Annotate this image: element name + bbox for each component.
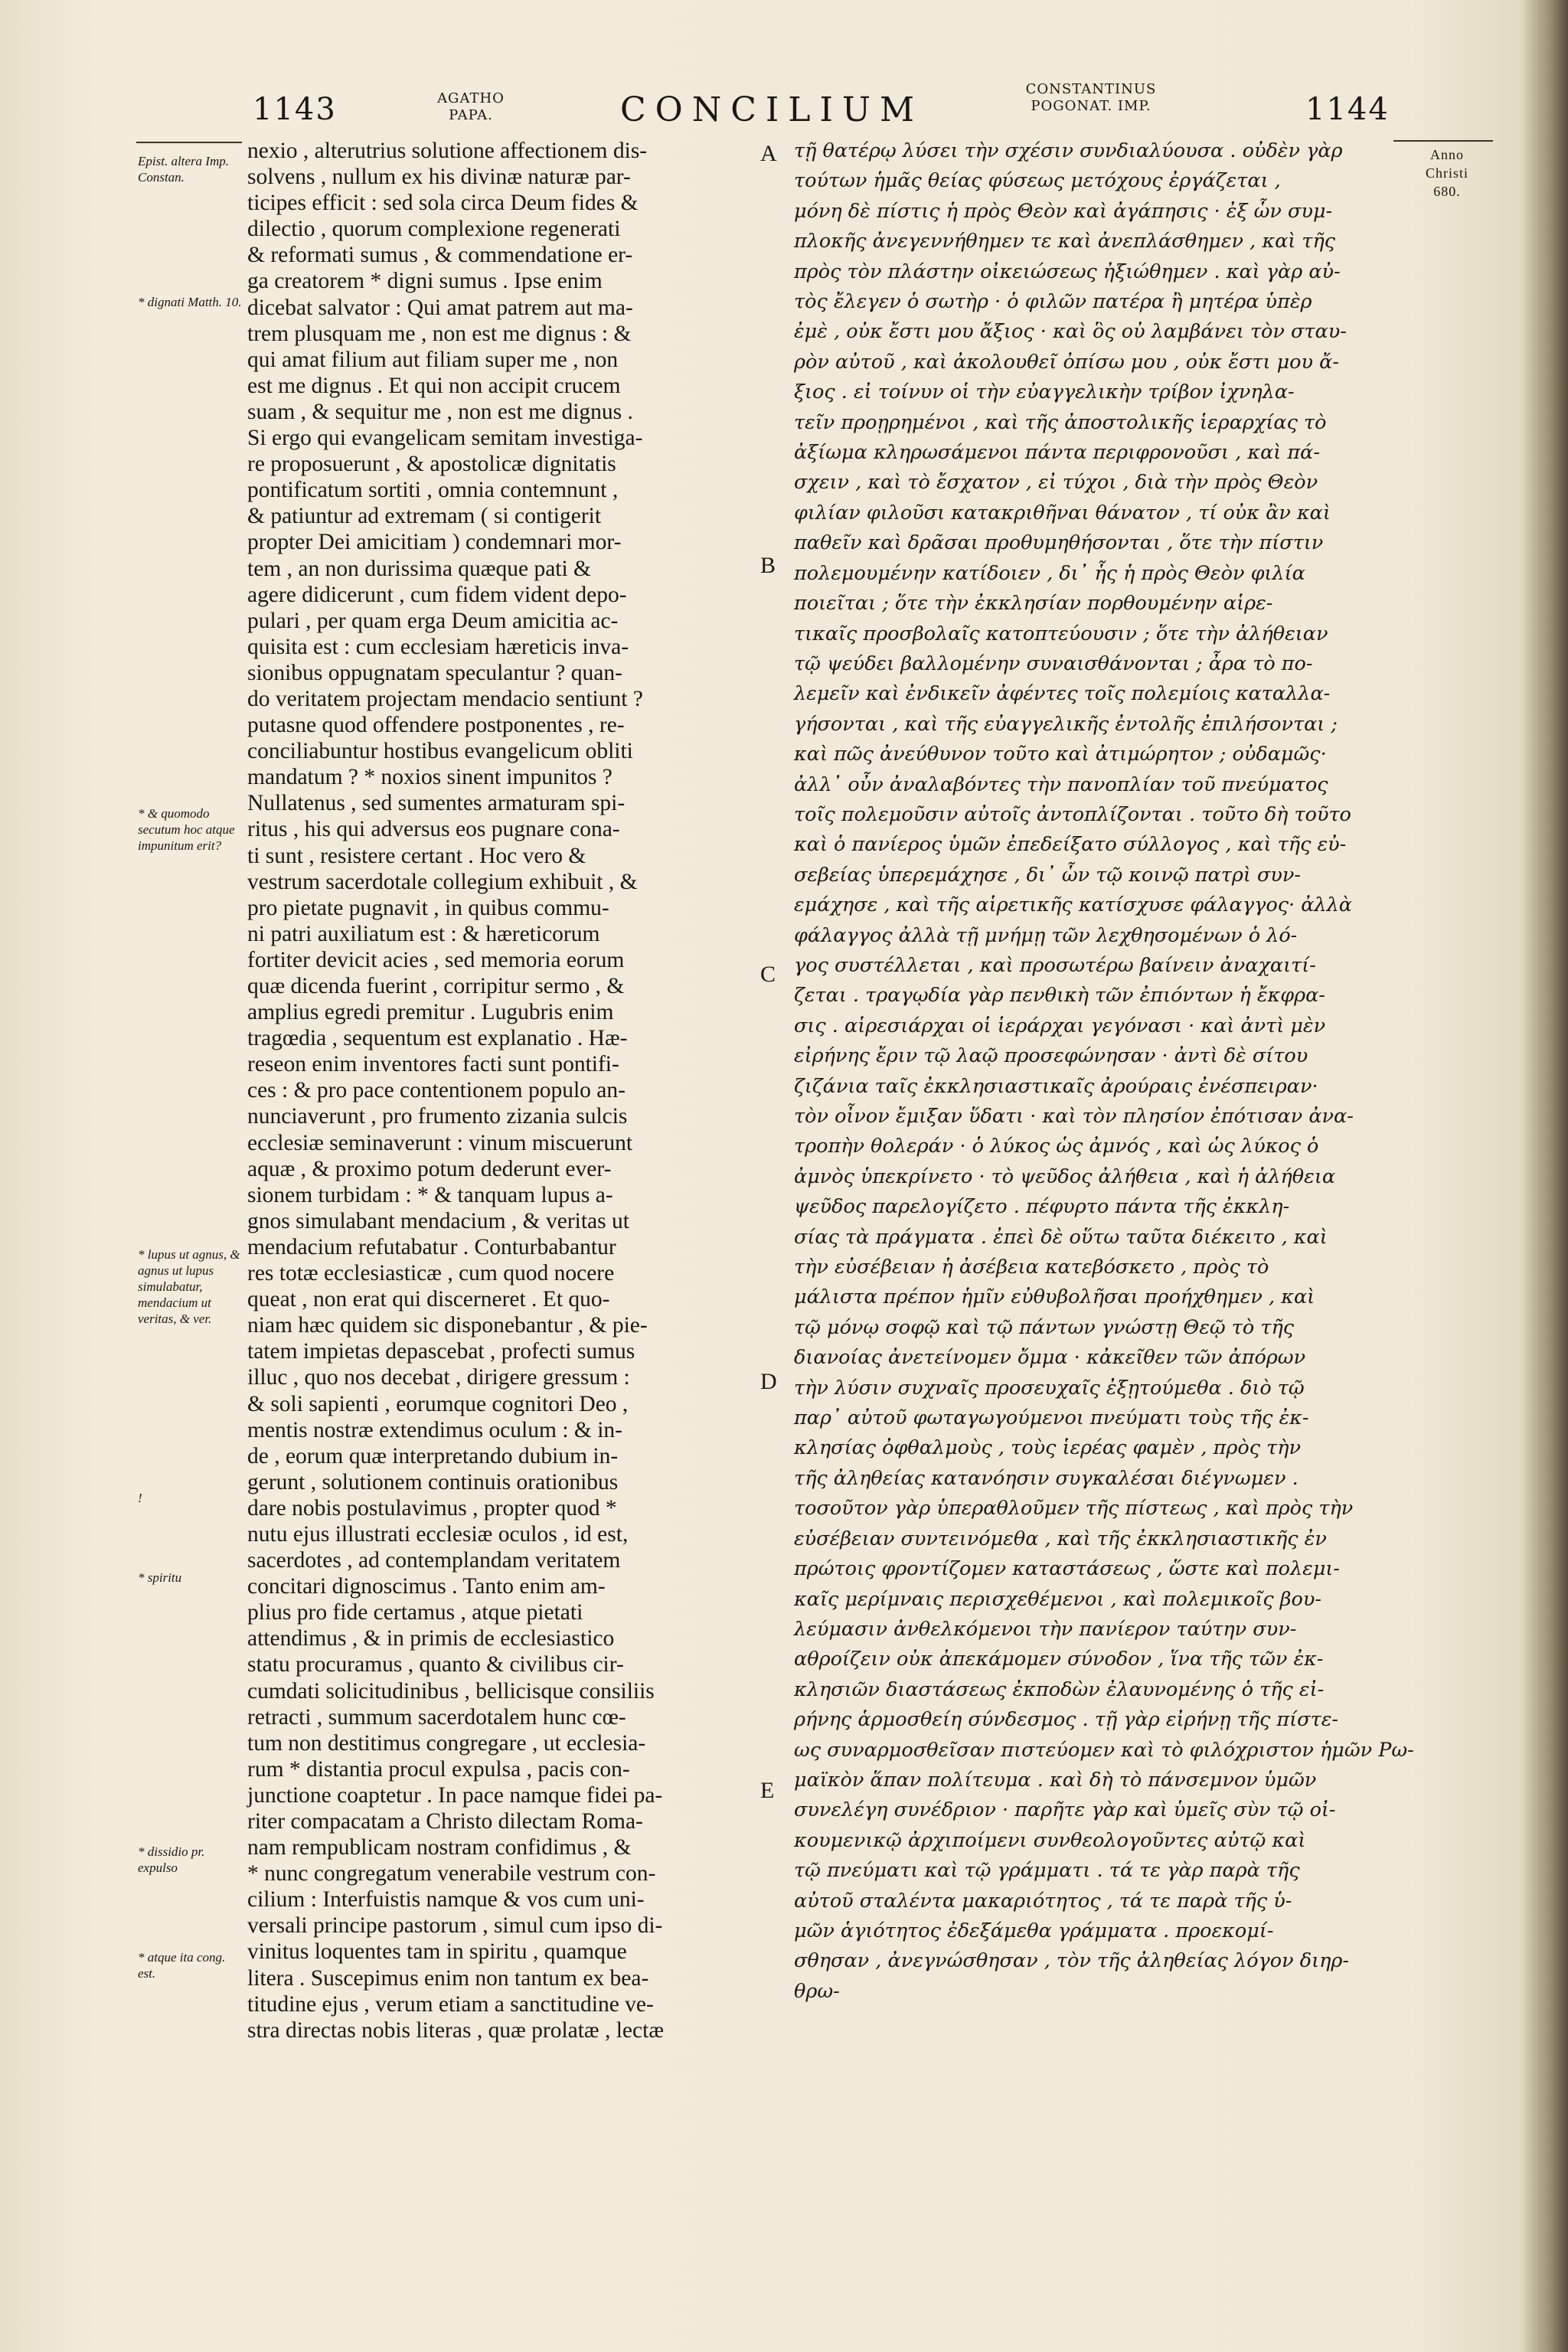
latin-text-line: pulari , per quam erga Deum amicitia ac-: [247, 608, 619, 633]
greek-text-line: τῆς ἀληθείας κατανόησιν συγκαλέσαι διέγνωμεν .: [794, 1466, 1298, 1490]
latin-text-line: putasne quod offendere postponentes , re-: [247, 713, 625, 738]
greek-text-line: τοσοῦτον γὰρ ὑπεραθλοῦμεν τῆς πίστεως , καὶ πρὸς τὴν: [794, 1497, 1354, 1521]
greek-text-line: τῷ πνεύματι καὶ τῷ γράμματι . τά τε γὰρ παρὰ τῆς: [794, 1859, 1300, 1883]
greek-text-line: ρὸν αὐτοῦ , καὶ ἀκολουθεῖ ὀπίσω μου , οὐκ ἔστι μου ἄ-: [794, 350, 1339, 374]
latin-text-line: nunciaverunt , pro frumento zizania sulcis: [247, 1104, 628, 1129]
margin-note: Epist. altera Imp. Constan.: [138, 154, 229, 185]
greek-text-line: κουμενικῷ ἀρχιποίμενι συνθεολογοῦντες αὐτῷ καὶ: [794, 1828, 1306, 1852]
margin-rule-right: [1393, 140, 1493, 142]
latin-text-line: ecclesiæ seminaverunt : vinum miscuerunt: [247, 1130, 633, 1155]
latin-text-line: tem , an non durissima quæque pati &: [247, 556, 591, 581]
latin-text-line: mendacium refutabatur . Conturbabantur: [247, 1234, 616, 1259]
section-letter-c: C: [760, 962, 776, 987]
greek-text-line: σεβείας ὑπερεμάχησε , δι᾽ ὧν τῷ κοινῷ πατρὶ συν-: [794, 863, 1301, 887]
latin-text-line: ni patri auxiliatum est : & hæreticorum: [247, 921, 600, 946]
latin-text-line: attendimus , & in primis de ecclesiastico: [247, 1626, 615, 1651]
margin-note: * dissidio pr. expulso: [138, 1844, 205, 1875]
year-note-line-1: Anno: [1430, 147, 1464, 162]
greek-text-line: γος συστέλλεται , καὶ προσωτέρω βαίνειν ἀναχαιτί-: [794, 953, 1316, 977]
latin-text-line: do veritatem projectam mendacio sentiunt ?: [247, 686, 643, 711]
running-head-left-line-2: PAPA.: [449, 107, 493, 123]
latin-text-line: vestrum sacerdotale collegium exhibuit , &: [247, 869, 638, 894]
latin-text-line: queat , non erat qui discerneret . Et quo-: [247, 1287, 610, 1312]
latin-text-line: reseon enim inventores facti sunt pontifi-: [247, 1052, 619, 1077]
latin-text-line: res totæ ecclesiasticæ , cum quod nocere: [247, 1261, 615, 1286]
running-head-left-line-1: AGATHO: [437, 90, 505, 106]
greek-text-line: κλησιῶν διαστάσεως ἐκποδὼν ἐλαυνομένης ὁ τῆς εἰ-: [794, 1677, 1325, 1701]
greek-text-line: θρω-: [794, 1979, 840, 2003]
binding-shadow: [1520, 0, 1568, 2352]
latin-text-line: nexio , alterutrius solutione affectionem dis-: [247, 139, 648, 163]
greek-text-line: μόνη δὲ πίστις ἡ πρὸς Θεὸν καὶ ἀγάπησις · ἐξ ὧν συμ-: [794, 199, 1333, 223]
latin-text-line: sionem turbidam : * & tanquam lupus a-: [247, 1182, 613, 1207]
latin-text-line: & reformati sumus , & commendatione er-: [247, 243, 633, 268]
latin-text-line: tragœdia , sequentum est explanatio . Hæ-: [247, 1026, 628, 1051]
latin-text-line: tatem impietas depascebat , profecti sumus: [247, 1339, 635, 1364]
greek-text-line: εἰρήνης ἔριν τῷ λαῷ προσεφώνησαν · ἀντὶ δὲ σίτου: [794, 1044, 1308, 1068]
greek-text-line: φάλαγγος ἀλλὰ τῇ μνήμῃ τῶν λεχθησομένων ὁ λό-: [794, 923, 1298, 947]
running-head-left: [413, 90, 528, 124]
greek-text-line: συνελέγη συνέδριον · παρῆτε γὰρ καὶ ὑμεῖς σὺν τῷ οἰ-: [794, 1798, 1336, 1822]
latin-text-line: pontificatum sortiti , omnia contemnunt ,: [247, 478, 619, 503]
greek-text-line: παρ᾽ αὐτοῦ φωταγωγούμενοι πνεύματι τοὺς τῆς ἐκ-: [794, 1406, 1309, 1430]
latin-text-line: * nunc congregatum venerabile vestrum con-: [247, 1861, 656, 1886]
latin-text-line: gerunt , solutionem continuis orationibus: [247, 1469, 619, 1494]
greek-text-line: πρώτοις φροντίζομεν καταστάσεως , ὥστε καὶ πολεμι-: [794, 1557, 1341, 1581]
latin-text-line: cumdati solicitudinibus , bellicisque consiliis: [247, 1678, 655, 1704]
greek-text-line: λεύμασιν ἀνθελκόμενοι τὴν πανίερον ταύτην συν-: [794, 1617, 1297, 1641]
latin-text-line: ticipes efficit : sed sola circa Deum fides &: [247, 191, 639, 216]
latin-text-line: stra directas nobis literas , quæ prolatæ , lectæ: [247, 2017, 664, 2043]
greek-text-line: καὶ ὁ πανίερος ὑμῶν ἐπεδείξατο σύλλογος , καὶ τῆς εὐ-: [794, 833, 1347, 857]
greek-text-line: μῶν ἁγιότητος ἐδεξάμεθα γράμματα . προεκομί-: [794, 1919, 1274, 1942]
latin-text-line: titudine ejus , verum etiam a sanctitudine ve-: [247, 1991, 654, 2017]
latin-text-line: versali principe pastorum , simul cum ipso di-: [247, 1913, 663, 1939]
latin-text-line: est me dignus . Et qui non accipit crucem: [247, 373, 621, 398]
latin-text-line: sionibus oppugnatam speculantur ? quan-: [247, 660, 622, 685]
margin-note: * & quomodo secutum hoc atque impunitum erit?: [138, 806, 235, 853]
latin-text-line: cilium : Interfuistis namque & vos cum uni-: [247, 1887, 645, 1913]
latin-text-line: aquæ , & proximo potum dederunt ever-: [247, 1156, 612, 1181]
greek-text-line: καῖς μερίμναις περισχεθέμενοι , καὶ πολεμικοῖς βου-: [794, 1587, 1321, 1611]
greek-text-line: ως συναρμοσθεῖσαν πιστεύομεν καὶ τὸ φιλόχριστον ἡμῶν Ρω-: [794, 1738, 1414, 1762]
margin-note: !: [138, 1491, 142, 1505]
latin-text-column: [247, 138, 749, 2043]
greek-text-line: ἀμνὸς ὑπεκρίνετο · τὸ ψεῦδος ἀλήθεια , καὶ ἡ ἀλήθεια: [794, 1165, 1336, 1188]
latin-text-line: pro pietate pugnavit , in quibus commu-: [247, 895, 609, 920]
greek-text-line: ἀλλ᾽ οὖν ἀναλαβόντες τὴν πανοπλίαν τοῦ πνεύματος: [794, 773, 1328, 796]
greek-text-line: τῷ ψεύδει βαλλομένην συναισθάνονται ; ἆρα τὸ πο-: [794, 652, 1313, 675]
greek-text-line: τούτων ἡμᾶς θείας φύσεως μετόχους ἐργάζεται ,: [794, 169, 1281, 193]
running-head-right-line-1: CONSTANTINUS: [1025, 81, 1157, 97]
greek-text-line: μάλιστα πρέπον ἡμῖν εὐθυβολῆσαι προήχθημεν , καὶ: [794, 1285, 1315, 1309]
greek-text-line: αθροίζειν οὐκ ἀπεκάμομεν σύνοδον , ἵνα τῆς τῶν ἐκ-: [794, 1648, 1324, 1671]
latin-text-line: dilectio , quorum complexione regenerati: [247, 217, 621, 242]
latin-text-line: fortiter devicit acies , sed memoria eorum: [247, 947, 625, 972]
page-title: CONCILIUM: [620, 90, 924, 129]
latin-text-line: niam hæc quidem sic disponebantur , & pie-: [247, 1313, 648, 1338]
greek-text-line: τοῖς πολεμοῦσιν αὐτοῖς ἀντοπλίζονται . τοῦτο δὴ τοῦτο: [794, 802, 1351, 826]
latin-text-line: illuc , quo nos decebat , dirigere gressum :: [247, 1365, 630, 1390]
greek-text-line: σχειν , καὶ τὸ ἔσχατον , εἰ τύχοι , διὰ τὴν πρὸς Θεὸν: [794, 471, 1318, 495]
greek-text-line: πρὸς τὸν πλάστην οἰκειώσεως ἠξιώθημεν . καὶ γὰρ αὐ-: [794, 260, 1341, 283]
latin-text-line: sacerdotes , ad contemplandam veritatem: [247, 1548, 621, 1573]
latin-text-line: solvens , nullum ex his divinæ naturæ par-: [247, 165, 631, 190]
section-letter-e: E: [760, 1778, 775, 1803]
latin-text-line: quæ dicenda fuerint , corripitur sermo , &: [247, 974, 625, 998]
latin-text-line: dicebat salvator : Qui amat patrem aut ma-: [247, 295, 633, 320]
latin-text-line: nam rempublicam nostram confidimus , &: [247, 1835, 632, 1860]
latin-text-line: statu procuramus , quanto & civilibus cir-: [247, 1652, 624, 1677]
greek-text-line: εμάχησε , καὶ τῆς αἱρετικῆς κατίσχυσε φάλαγγος· ἀλλὰ: [794, 893, 1352, 917]
latin-text-line: concitari dignoscimus . Tanto enim am-: [247, 1574, 606, 1599]
margin-note: * dignati Matth. 10.: [138, 295, 242, 309]
year-note-line-3: 680.: [1433, 184, 1461, 199]
greek-text-line: σις . αἱρεσιάρχαι οἱ ἱεράρχαι γεγόνασι · καὶ ἀντὶ μὲν: [794, 1014, 1326, 1037]
greek-text-line: ζιζάνια ταῖς ἐκκλησιαστικαῖς ἀρούραις ἐνέσπειραν·: [794, 1074, 1318, 1098]
latin-text-line: rum * distantia procul expulsa , pacis con-: [247, 1756, 630, 1782]
margin-note: * spiritu: [138, 1570, 182, 1585]
latin-text-line: & patiuntur ad extremam ( si contigerit: [247, 504, 602, 529]
section-letter-b: B: [760, 553, 776, 578]
greek-text-line: ποιεῖται ; ὅτε τὴν ἐκκλησίαν πορθουμένην αἱρε-: [794, 592, 1273, 616]
greek-text-line: τὸς ἔλεγεν ὁ σωτὴρ · ὁ φιλῶν πατέρα ἢ μητέρα ὑπὲρ: [794, 290, 1312, 314]
latin-text-line: mandatum ? * noxios sinent impunitos ?: [247, 765, 612, 790]
greek-text-line: ἀξίωμα κληρωσάμενοι πάντα περιφρονοῦσι , καὶ πά-: [794, 441, 1321, 465]
latin-text-line: propter Dei amicitiam ) condemnari mor-: [247, 530, 622, 555]
latin-text-line: qui amat filium aut filiam super me , non: [247, 347, 619, 372]
greek-text-column: [794, 136, 1414, 2007]
latin-text-line: amplius egredi premitur . Lugubris enim: [247, 1000, 614, 1025]
latin-text-line: suam , & sequitur me , non est me dignus .: [247, 399, 633, 424]
latin-text-line: Si ergo qui evangelicam semitam investiga-: [247, 426, 643, 451]
latin-text-line: conciliabuntur hostibus evangelicum obliti: [247, 739, 633, 764]
margin-note: * atque ita cong. est.: [138, 1950, 226, 1981]
latin-text-line: plius pro fide certamus , atque pietati: [247, 1600, 583, 1625]
greek-text-line: φιλίαν φιλοῦσι κατακριθῆναι θάνατον , τί οὐκ ἂν καὶ: [794, 501, 1331, 524]
latin-text-line: ga creatorem * digni sumus . Ipse enim: [247, 269, 603, 294]
year-note-line-2: Christi: [1425, 165, 1468, 181]
latin-text-line: vinitus loquentes tam in spiritu , quamque: [247, 1939, 627, 1965]
greek-text-line: ρήνης ἁρμοσθείη σύνδεσμος . τῇ γὰρ εἰρήνῃ τῆς πίστε-: [794, 1708, 1338, 1732]
latin-text-line: retracti , summum sacerdotalem hunc cœ-: [247, 1704, 626, 1730]
latin-text-line: dare nobis postulavimus , propter quod *: [247, 1495, 617, 1521]
greek-text-line: λεμεῖν καὶ ἐνδικεῖν ἀφέντες τοῖς πολεμίοις καταλλα-: [794, 682, 1331, 706]
latin-text-line: nutu ejus illustrati ecclesiæ oculos , id est,: [247, 1521, 629, 1547]
latin-text-line: gnos simulabant mendacium , & veritas ut: [247, 1208, 629, 1233]
greek-text-line: καὶ πῶς ἀνεύθυνον τοῦτο καὶ ἀτιμώρητον ; οὐδαμῶς·: [794, 743, 1327, 766]
latin-text-line: tum non destitimus congregare , ut ecclesia-: [247, 1730, 646, 1756]
latin-text-line: Nullatenus , sed sumentes armaturam spi-: [247, 791, 626, 816]
greek-text-line: πλοκῆς ἀνεγεννήθημεν τε καὶ ἀνεπλάσθημεν , καὶ τῆς: [794, 230, 1336, 253]
latin-text-line: agere didicerunt , cum fidem vident depo-: [247, 582, 627, 607]
greek-text-line: ψεῦδος παρελογίζετο . πέφυρτο πάντα τῆς ἐκκλη-: [794, 1195, 1290, 1219]
latin-text-line: litera . Suscepimus enim non tantum ex bea-: [247, 1965, 649, 1991]
folio-number-right: 1144: [1305, 92, 1390, 127]
greek-text-line: πολεμουμένην κατίδοιεν , δι᾽ ἧς ἡ πρὸς Θεὸν φιλία: [794, 561, 1305, 585]
greek-text-line: γήσονται , καὶ τῆς εὐαγγελικῆς ἐντολῆς ἐπιλήσονται ;: [794, 712, 1338, 736]
greek-text-line: ἐμὲ , οὐκ ἔστι μου ἄξιος · καὶ ὃς οὐ λαμβάνει τὸν σταυ-: [794, 320, 1347, 344]
latin-text-line: re proposuerunt , & apostolicæ dignitatis: [247, 452, 616, 477]
margin-rule-left: [136, 142, 242, 143]
greek-text-line: εὐσέβειαν συντεινόμεθα , καὶ τῆς ἐκκλησιαστικῆς ἐν: [794, 1527, 1327, 1550]
greek-text-line: τῇ θατέρῳ λύσει τὴν σχέσιν συνδιαλύουσα . οὐδὲν γὰρ: [794, 139, 1343, 162]
section-letter-a: A: [760, 141, 777, 166]
greek-text-line: διανοίας ἀνετείνομεν ὄμμα · κἀκεῖθεν τῶν ἀπόρων: [794, 1346, 1306, 1370]
latin-text-line: & soli sapienti , eorumque cognitori Deo ,: [247, 1391, 629, 1416]
latin-text-line: riter compacatam a Christo dilectam Roma-: [247, 1809, 643, 1834]
latin-text-line: ti sunt , resistere certant . Hoc vero &: [247, 843, 586, 868]
folio-number-left: 1143: [253, 92, 337, 127]
section-letter-d: D: [760, 1369, 777, 1394]
greek-text-line: τροπὴν θολεράν · ὁ λύκος ὡς ἀμνός , καὶ ὡς λύκος ὁ: [794, 1135, 1319, 1158]
greek-text-line: ξιος . εἰ τοίνυν οἱ τὴν εὐαγγελικὴν τρίβον ἰχνηλα-: [794, 381, 1295, 404]
greek-text-line: μαϊκὸν ἅπαν πολίτευμα . καὶ δὴ τὸ πάνσεμνον ὑμῶν: [794, 1768, 1317, 1792]
greek-text-line: σθησαν , ἀνεγνώσθησαν , τὸν τῆς ἀληθείας λόγον διηρ-: [794, 1949, 1349, 1973]
latin-text-line: quisita est : cum ecclesiam hæreticis inva-: [247, 634, 629, 659]
greek-text-line: ζεται . τραγῳδία γὰρ πενθικὴ τῶν ἐπιόντων ἡ ἔκφρα-: [794, 984, 1325, 1008]
greek-text-line: τεῖν προῃρημένοι , καὶ τῆς ἀποστολικῆς ἱεραρχίας τὸ: [794, 410, 1327, 434]
latin-text-line: ces : & pro pace contentionem populo an-: [247, 1078, 626, 1103]
greek-text-line: τῷ μόνῳ σοφῷ καὶ τῷ πάντων γνώστῃ Θεῷ τὸ τῆς: [794, 1315, 1295, 1339]
greek-text-line: σίας τὰ πράγματα . ἐπεὶ δὲ οὕτω ταῦτα διέκειτο , καὶ: [794, 1225, 1328, 1249]
greek-text-line: κλησίας ὀφθαλμοὺς , τοὺς ἱερέας φαμὲν , πρὸς τὴν: [794, 1436, 1301, 1460]
latin-text-line: junctione coaptetur . In pace namque fidei pa-: [247, 1782, 663, 1808]
greek-text-line: τὴν λύσιν συχναῖς προσευχαῖς ἐξῃτούμεθα . διὸ τῷ: [794, 1376, 1305, 1400]
latin-text-line: mentis nostræ extendimus oculum : & in-: [247, 1417, 622, 1442]
latin-text-line: de , eorum quæ interpretando dubium in-: [247, 1443, 619, 1468]
latin-text-line: trem plusquam me , non est me dignus : &: [247, 321, 632, 346]
running-head-right: [1003, 81, 1179, 115]
greek-text-line: παθεῖν καὶ δρᾶσαι προθυμηθήσονται , ὅτε τὴν πίστιν: [794, 531, 1324, 555]
greek-text-line: τὸν οἶνον ἔμιξαν ὕδατι · καὶ τὸν πλησίον ἐπότισαν ἀνα-: [794, 1105, 1354, 1128]
margin-note: * lupus ut agnus, & agnus ut lupus simulabatur, mendacium ut veritas, & ver.: [138, 1247, 240, 1326]
year-note: [1393, 145, 1501, 201]
running-head-right-line-2: POGONAT. IMP.: [1031, 98, 1152, 114]
greek-text-line: αὐτοῦ σταλέντα μακαριότητος , τά τε παρὰ τῆς ὑ-: [794, 1889, 1292, 1913]
latin-text-line: ritus , his qui adversus eos pugnare cona-: [247, 817, 620, 842]
greek-text-line: τὴν εὐσέβειαν ἡ ἀσέβεια κατεβόσκετο , πρὸς τὸ: [794, 1256, 1269, 1279]
greek-text-line: τικαῖς προσβολαῖς κατοπτεύουσιν ; ὅτε τὴν ἀλήθειαν: [794, 622, 1328, 645]
